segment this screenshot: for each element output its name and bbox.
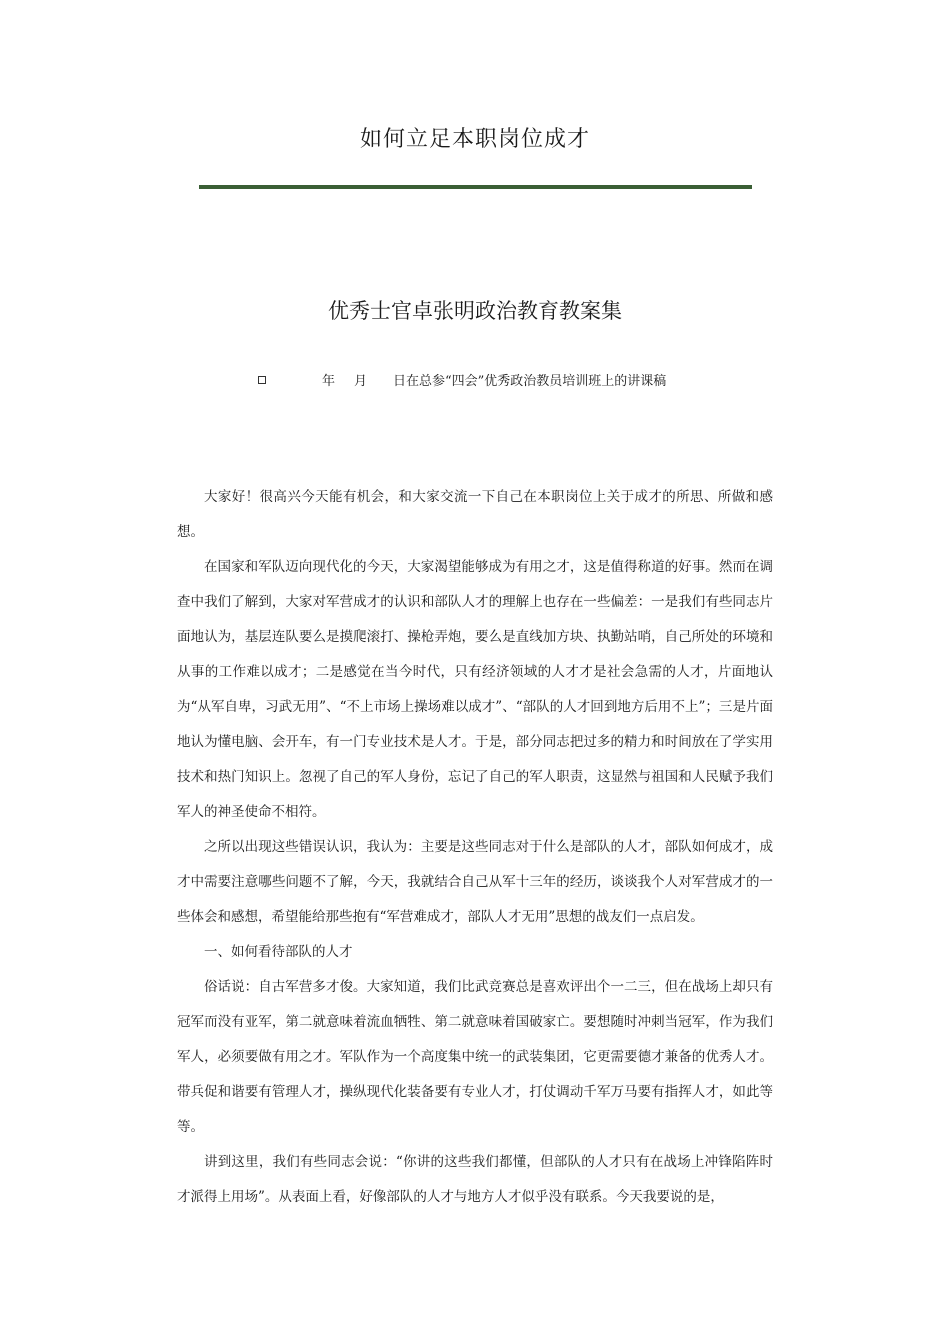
paragraph: 讲到这里，我们有些同志会说：“你讲的这些我们都懂，但部队的人才只有在战场上冲锋陷阵时才派得上用场”。从表面上看，好像部队的人才与地方人才似乎没有联系。今天我要说的是， bbox=[177, 1154, 773, 1205]
document-subtitle bbox=[0, 370, 950, 390]
paragraph: 之所以出现这些错误认识，我认为：主要是这些同志对于什么是部队的人才，部队如何成才，成才中需要注意哪些问题不了解，今天，我就结合自己从军十三年的经历，谈谈我个人对军营成才的一些体会和感想，希望能给那些抱有“军营难成才，部队人才无用”思想的战友们一点启发。 bbox=[177, 839, 773, 925]
subtitle-month: 月 bbox=[354, 374, 368, 389]
header-divider bbox=[199, 185, 752, 189]
paragraph: 在国家和军队迈向现代化的今天，大家渴望能够成为有用之才，这是值得称道的好事。然而在调查中我们了解到，大家对军营成才的认识和部队人才的理解上也存在一些偏差：一是我们有些同志片面地认为，基层连队要么是摸爬滚打、操枪弄炮，要么是直线加方块、执勤站哨，自己所处的环境和从事的工作难以成才；二是感觉在当今时代，只有经济领域的人才才是社会急需的人才，片面地认为“从军自卑，习武无用”、“不上市场上操场难以成才”、“部队的人才回到地方后用不上”；三是片面地认为懂电脑、会开车，有一门专业技术是人才。于是，部分同志把过多的精力和时间放在了学实用技术和热门知识上。忽视了自己的军人身份，忘记了自己的军人职责，这显然与祖国和人民赋予我们军人的神圣使命不相符。 bbox=[177, 559, 773, 820]
paragraph: 大家好！很高兴今天能有机会，和大家交流一下自己在本职岗位上关于成才的所思、所做和感想。 bbox=[177, 489, 773, 540]
paragraph: 俗话说：自古军营多才俊。大家知道，我们比武竞赛总是喜欢评出个一二三，但在战场上却只有冠军而没有亚军，第二就意味着流血牺牲、第二就意味着国破家亡。要想随时冲刺当冠军，作为我们军人，必须要做有用之才。军队作为一个高度集中统一的武装集团，它更需要德才兼备的优秀人才。带兵促和谐要有管理人才，操纵现代化装备要有专业人才，打仗调动千军万马要有指挥人才，如此等等。 bbox=[177, 979, 773, 1135]
square-bullet-icon bbox=[258, 376, 266, 384]
document-body bbox=[177, 480, 773, 1215]
subtitle-year: 年 bbox=[322, 374, 336, 389]
header-title: 如何立足本职岗位成才 bbox=[359, 127, 590, 152]
document-title: 优秀士官卓张明政治教育教案集 bbox=[328, 299, 622, 323]
subtitle-text: 日在总参“四会”优秀政治教员培训班上的讲课稿 bbox=[393, 374, 667, 389]
section-heading: 一、如何看待部队的人才 bbox=[204, 944, 353, 960]
